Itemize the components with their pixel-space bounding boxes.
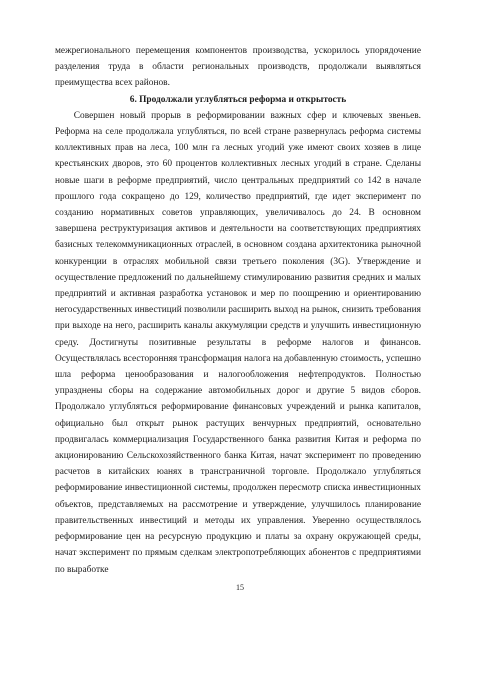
page-text-block [55, 43, 421, 578]
section-heading: 6. Продолжали углубляться реформа и открытость [129, 94, 347, 105]
page-number: 15 [236, 583, 244, 592]
intro-paragraph: межрегионального перемещения компонентов производства, ускорилось упорядочение разделения труда в области региональных производств, продолжали выявляться преимущества всех районов. [55, 46, 421, 89]
body-paragraph: Совершен новый прорыв в реформировании важных сфер и ключевых звеньев. Реформа на селе продолжала углубляться, по всей стране развернулась реформа системы коллективных прав на леса, 100 млн га лесных угодий уже имеют своих хозяев в лице крестьянских дворов, это 60 процентов коллективных лесных угодий в стране. Сделаны новые шаги в реформе предприятий, число центральных предприятий со 142 в начале прошлого года сокращено до 129, количество предприятий, где идет эксперимент по созданию нормативных советов управляющих, увеличивалось до 24. В основном завершена реструктуризация активов и деятельности на соответствующих предприятиях базисных телекоммуникационных отраслей, в основном создана архитектоника рыночной конкуренции в отраслях мобильной связи третьего поколения (3G). Утверждение и осуществление предложений по дальнейшему стимулированию развития средних и малых предприятий и активная разработка установок и мер по поощрению и ориентированию негосударственных инвестиций позволили расширить выход на рынок, снизить требования при выходе на него, расширить каналы аккумуляции средств и улучшить инвестиционную среду. Достигнуты позитивные результаты в реформе налогов и финансов. Осуществлялась всесторонняя трансформация налога на добавленную стоимость, успешно шла реформа ценообразования и налогообложения нефтепродуктов. Полностью упразднены сборы на содержание автомобильных дорог и другие 5 видов сборов. Продолжало углубляться реформирование финансовых учреждений и рынка капиталов, официально был открыт рынок растущих венчурных предприятий, основательно продвигалась коммерциализация Государственного банка развития Китая и реформа по акционированию Сельскохозяйственного банка Китая, начат эксперимент по проведению расчетов в китайских юанях в трансграничной торговле. Продолжало углубляться реформирование инвестиционной системы, продолжен пересмотр списка инвестиционных объектов, представляемых на рассмотрение и утверждение, улучшилось планирование правительственных инвестиций и методы их управления. Уверенно осуществлялось реформирование цен на ресурсную продукцию и платы за охрану окружающей среды, начат эксперимент по прямым сделкам электропотребляющих абонентов с предприятиями по выработке [55, 110, 421, 575]
